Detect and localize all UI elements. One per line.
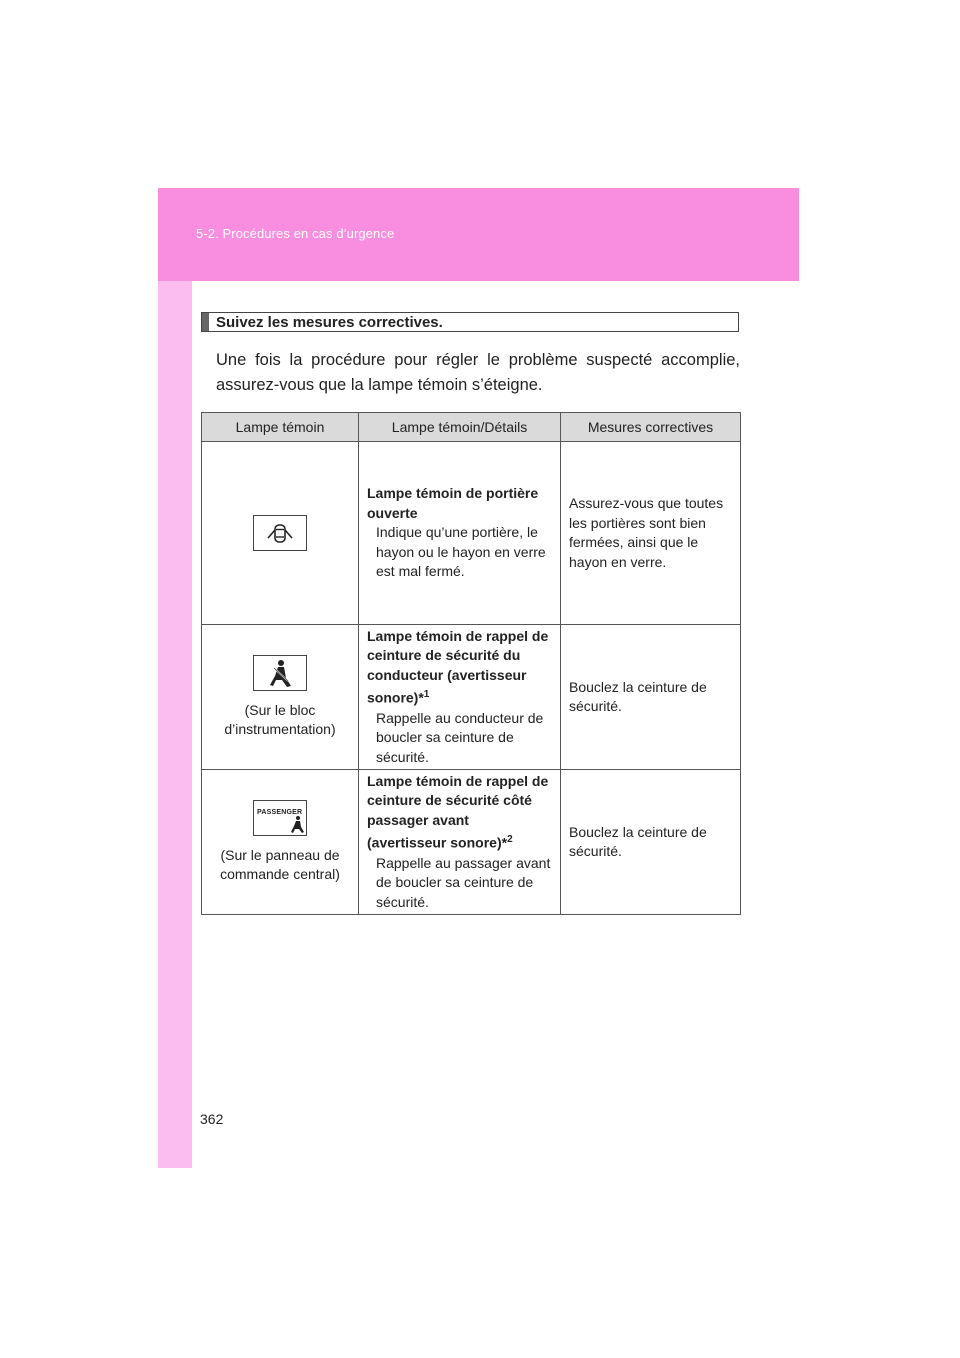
door-open-icon — [253, 515, 307, 551]
intro-paragraph: Une fois la procédure pour régler le problème suspecté accomplie, assurez-vous que la lampe témoin s’éteigne. — [216, 351, 740, 394]
lamp-location: (Sur le bloc d’instrumentation) — [224, 701, 336, 737]
section-heading — [201, 312, 739, 332]
passenger-label: PASSENGER — [257, 808, 303, 816]
lamp-title: Lampe témoin de rappel de ceinture de sécurité côté passager avant (avertisseur sonore)*$^2$ — [367, 772, 549, 852]
footnote-ref: 1 — [423, 689, 430, 701]
details-cell — [359, 770, 561, 915]
lamp-description: Rappelle au passager avant de boucler sa ceinture de sécurité. — [376, 854, 551, 910]
table-row — [202, 770, 741, 915]
section-title: 5-2. Procédures en cas d’urgence — [196, 226, 395, 241]
lamp-title: Lampe témoin de rappel de ceinture de sécurité du conducteur (avertisseur sonore)*$^1$ — [367, 627, 549, 707]
lamp-description: Rappelle au conducteur de boucler sa ceinture de sécurité. — [376, 709, 544, 765]
lamp-cell — [202, 442, 359, 625]
lamp-description: Indique qu’une portière, le hayon ou le hayon en verre est mal fermé. — [376, 524, 546, 580]
table-header-row — [202, 413, 741, 442]
lamp-cell — [202, 770, 359, 915]
warning-lamp-table — [201, 412, 741, 915]
heading-text: Suivez les mesures correctives. — [216, 313, 443, 331]
action-cell: Assurez-vous que toutes les portières sont bien fermées, ainsi que le hayon en verre. — [561, 442, 741, 625]
table-row — [202, 625, 741, 770]
page-number: 362 — [200, 1111, 224, 1127]
side-strip — [158, 281, 192, 1168]
lamp-title: Lampe témoin de portière ouverte — [367, 485, 539, 521]
heading-bar — [202, 313, 209, 331]
action-cell: Bouclez la ceinture de sécurité. — [561, 625, 741, 770]
table-row — [202, 442, 741, 625]
action-cell: Bouclez la ceinture de sécurité. — [561, 770, 741, 915]
footnote-ref: 2 — [507, 834, 513, 846]
column-header-actions: Mesures correctives — [561, 413, 741, 442]
seatbelt-icon — [253, 655, 307, 691]
lamp-location: (Sur le panneau de commande central) — [220, 846, 340, 882]
column-header-lamp: Lampe témoin — [202, 413, 359, 442]
passenger-seatbelt-icon — [253, 800, 307, 836]
lamp-cell — [202, 625, 359, 770]
details-cell — [359, 625, 561, 770]
details-cell — [359, 442, 561, 625]
column-header-details: Lampe témoin/Détails — [359, 413, 561, 442]
